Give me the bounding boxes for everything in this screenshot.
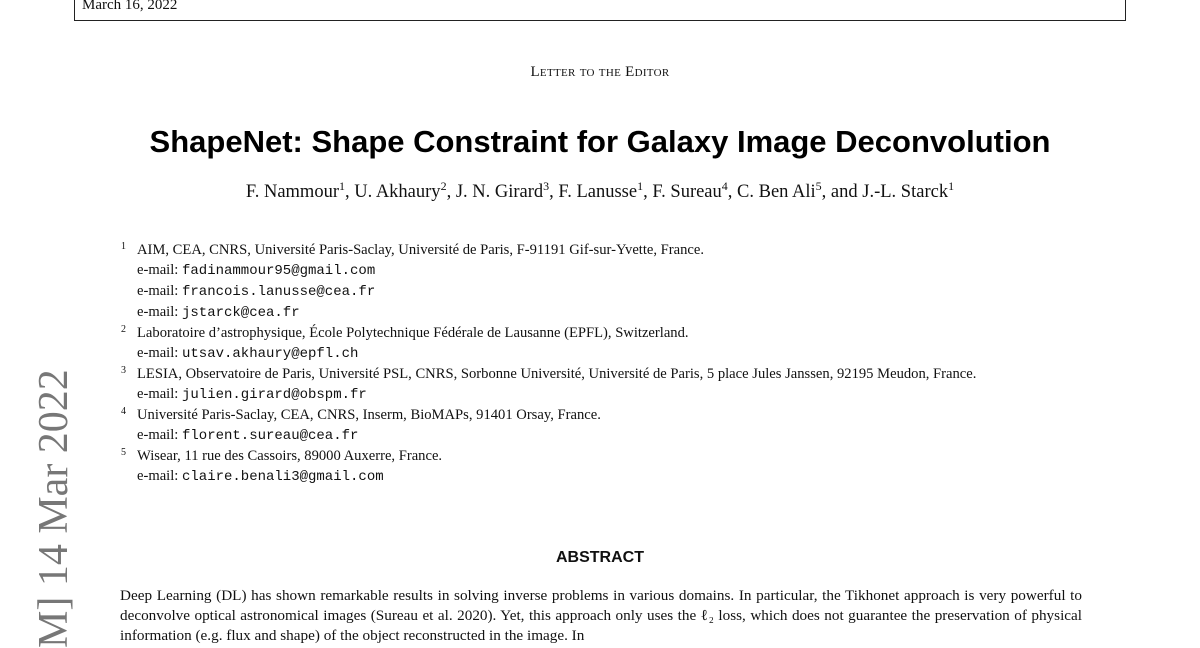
email-line xyxy=(120,425,1085,446)
author-name: J.-L. Starck xyxy=(862,182,949,202)
email-prefix: e-mail: xyxy=(137,427,182,443)
email-line xyxy=(120,466,1085,487)
affiliation-text: LESIA, Observatoire de Paris, Université PSL, CNRS, Sorbonne Université, Université de Paris, 5 place Jules Janssen, 92195 Meudon, France. xyxy=(137,366,977,382)
author-name: F. Sureau xyxy=(652,182,722,202)
email-address[interactable]: francois.lanusse@cea.fr xyxy=(181,284,376,300)
header-box xyxy=(74,0,1126,21)
email-prefix: e-mail: xyxy=(137,386,182,402)
email-prefix: e-mail: xyxy=(137,468,182,484)
affiliation-item xyxy=(120,364,1085,384)
affiliation-text: Wisear, 11 rue des Cassoirs, 89000 Auxerre, France. xyxy=(137,448,443,464)
author-affiliation-mark: 2 xyxy=(440,178,447,193)
affiliation-item xyxy=(120,240,1085,260)
author-separator: , xyxy=(446,182,456,202)
author-affiliation-mark: 1 xyxy=(338,178,345,193)
author-separator: , xyxy=(727,182,738,202)
affiliation-item xyxy=(120,405,1085,425)
author-separator: , xyxy=(643,182,653,202)
author-separator: , and xyxy=(821,182,863,202)
affiliation-text: Université Paris-Saclay, CEA, CNRS, Inserm, BioMAPs, 91401 Orsay, France. xyxy=(137,407,601,423)
author-name: F. Lanusse xyxy=(558,182,638,202)
email-line xyxy=(120,260,1085,281)
affiliation-number: 2 xyxy=(121,324,126,335)
author-separator: , xyxy=(344,182,355,202)
email-address[interactable]: fadinammour95@gmail.com xyxy=(181,263,376,279)
email-address[interactable]: utsav.akhaury@epfl.ch xyxy=(181,346,359,362)
affiliation-item xyxy=(120,323,1085,343)
abstract-body xyxy=(120,586,1082,646)
author-name: U. Akhaury xyxy=(354,182,441,202)
author-name: J. N. Girard xyxy=(455,182,544,202)
author-list xyxy=(0,178,1200,203)
arxiv-side-stamp: M] 14 Mar 2022 xyxy=(31,369,77,648)
author-affiliation-mark: 1 xyxy=(948,178,955,193)
abstract-heading: ABSTRACT xyxy=(556,549,644,566)
abstract-text: Deep Learning (DL) has shown remarkable results in solving inverse problems in various domains. In particular, the Tikhonet approach is very powerful to deconvolve optical astronomical images (Sureau et al. 2020). Yet, this approach only uses the ℓ₂ loss, which does not guarantee the preservation of physical information (e.g. flux and shape) of the object reconstructed in the image. In xyxy=(120,587,1082,644)
email-address[interactable]: claire.benali3@gmail.com xyxy=(181,469,384,485)
email-prefix: e-mail: xyxy=(137,345,182,361)
author-name: F. Nammour xyxy=(245,182,339,202)
affiliation-text: AIM, CEA, CNRS, Université Paris-Saclay, Université de Paris, F-91191 Gif-sur-Yvette, France. xyxy=(137,242,705,258)
author-affiliation-mark: 5 xyxy=(815,178,822,193)
email-prefix: e-mail: xyxy=(137,304,182,320)
email-address[interactable]: julien.girard@obspm.fr xyxy=(181,387,367,403)
section-label: Letter to the Editor xyxy=(530,64,670,80)
affiliation-number: 3 xyxy=(121,365,126,376)
author-separator: , xyxy=(549,182,559,202)
paper-title: ShapeNet: Shape Constraint for Galaxy Image Deconvolution xyxy=(149,124,1051,159)
email-line xyxy=(120,384,1085,405)
affiliation-item xyxy=(120,446,1085,466)
author-affiliation-mark: 3 xyxy=(543,178,550,193)
email-address[interactable]: florent.sureau@cea.fr xyxy=(181,428,359,444)
email-line xyxy=(120,281,1085,302)
affiliation-number: 5 xyxy=(121,447,126,458)
email-line xyxy=(120,302,1085,323)
email-address[interactable]: jstarck@cea.fr xyxy=(181,305,300,321)
author-affiliation-mark: 4 xyxy=(721,178,728,193)
email-prefix: e-mail: xyxy=(137,262,182,278)
affiliation-number: 4 xyxy=(121,406,126,417)
author-affiliation-mark: 1 xyxy=(637,178,644,193)
affiliation-number: 1 xyxy=(121,241,126,252)
affiliation-list xyxy=(120,240,1085,487)
email-prefix: e-mail: xyxy=(137,283,182,299)
email-line xyxy=(120,343,1085,364)
affiliation-text: Laboratoire d’astrophysique, École Polytechnique Fédérale de Lausanne (EPFL), Switzerland. xyxy=(137,325,689,341)
header-date: March 16, 2022 xyxy=(82,0,178,13)
author-name: C. Ben Ali xyxy=(737,182,816,202)
